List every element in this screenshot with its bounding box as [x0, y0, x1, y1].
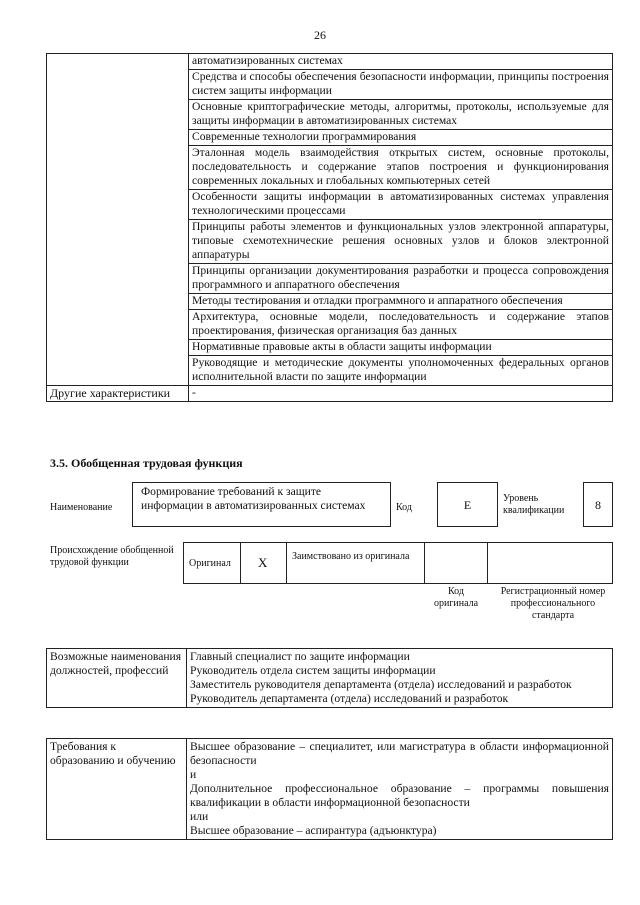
code-value: E — [437, 482, 498, 527]
original-label: Оригинал — [189, 558, 231, 569]
name-label: Наименование — [50, 502, 113, 513]
table-row — [47, 739, 613, 840]
reg-number-caption: Регистрационный номер профессионального стандарта — [500, 586, 606, 621]
knowledge-item: Руководящие и методические документы уполномоченных федеральных органов исполнительной власти по защите информации — [189, 356, 613, 386]
origin-divider — [286, 542, 287, 584]
origin-box — [183, 542, 613, 584]
borrowed-label: Заимствовано из оригинала — [292, 551, 410, 562]
education-line: и — [190, 768, 197, 781]
education-line: Дополнительное профессиональное образование – программы повышения квалификации в области информационной безопасности — [190, 782, 609, 809]
page-number: 26 — [314, 28, 326, 42]
knowledge-item: Методы тестирования и отладки программного и аппаратного обеспечения — [189, 294, 613, 310]
origin-divider — [240, 542, 241, 584]
table-row — [47, 54, 613, 70]
education-line: или — [190, 810, 209, 823]
knowledge-item: Основные криптографические методы, алгоритмы, протоколы, используемые для защиты информации в автоматизированных системах — [189, 100, 613, 130]
education-line: Высшее образование – специалитет, или магистратура в области информационной безопасности — [190, 740, 609, 767]
name-box — [132, 482, 391, 527]
positions-table — [46, 648, 613, 708]
knowledge-item: автоматизированных системах — [189, 54, 613, 70]
origin-divider — [487, 542, 488, 584]
level-label: Уровень квалификации — [503, 493, 565, 516]
table-row — [47, 386, 613, 402]
original-mark: X — [258, 555, 268, 570]
origin-divider — [424, 542, 425, 584]
knowledge-item: Средства и способы обеспечения безопасности информации, принципы построения систем защиты информации — [189, 70, 613, 100]
knowledge-left-cell — [47, 54, 189, 386]
code-original-caption: Код оригинала — [433, 586, 479, 609]
origin-label: Происхождение обобщенной трудовой функции — [50, 545, 174, 568]
name-value: Формирование требований к защите информации в автоматизированных системах — [141, 485, 366, 512]
positions-list — [187, 649, 613, 708]
knowledge-table — [46, 53, 613, 402]
position-item: Руководитель департамента (отдела) исследований и разработок — [190, 692, 509, 705]
other-characteristics-value: - — [189, 386, 613, 402]
education-label: Требования к образованию и обучению — [47, 739, 187, 840]
knowledge-item: Эталонная модель взаимодействия открытых систем, основные протоколы, последовательность и содержание этапов построения и функционирования современных локальных и глобальных компьютерных сетей — [189, 146, 613, 190]
table-row — [47, 649, 613, 708]
education-list — [187, 739, 613, 840]
education-table — [46, 738, 613, 840]
knowledge-item: Современные технологии программирования — [189, 130, 613, 146]
section-title: 3.5. Обобщенная трудовая функция — [50, 456, 243, 470]
positions-label: Возможные наименования должностей, профессий — [47, 649, 187, 708]
position-item: Заместитель руководителя департамента (отдела) исследований и разработок — [190, 678, 572, 691]
level-value: 8 — [583, 482, 613, 527]
other-characteristics-label: Другие характеристики — [47, 386, 189, 402]
education-line: Высшее образование – аспирантура (адъюнктура) — [190, 824, 437, 837]
knowledge-item: Нормативные правовые акты в области защиты информации — [189, 340, 613, 356]
code-label: Код — [396, 502, 412, 513]
knowledge-item: Принципы работы элементов и функциональных узлов электронной аппаратуры, типовые схемотехнические решения основных узлов и блоков электронной аппаратуры — [189, 220, 613, 264]
position-item: Главный специалист по защите информации — [190, 650, 410, 663]
knowledge-item: Особенности защиты информации в автоматизированных системах управления технологическими процессами — [189, 190, 613, 220]
position-item: Руководитель отдела систем защиты информации — [190, 664, 436, 677]
knowledge-item: Принципы организации документирования разработки и процесса сопровождения программного и аппаратного обеспечения — [189, 264, 613, 294]
knowledge-item: Архитектура, основные модели, последовательность и содержание этапов проектирования, физическая организация баз данных — [189, 310, 613, 340]
